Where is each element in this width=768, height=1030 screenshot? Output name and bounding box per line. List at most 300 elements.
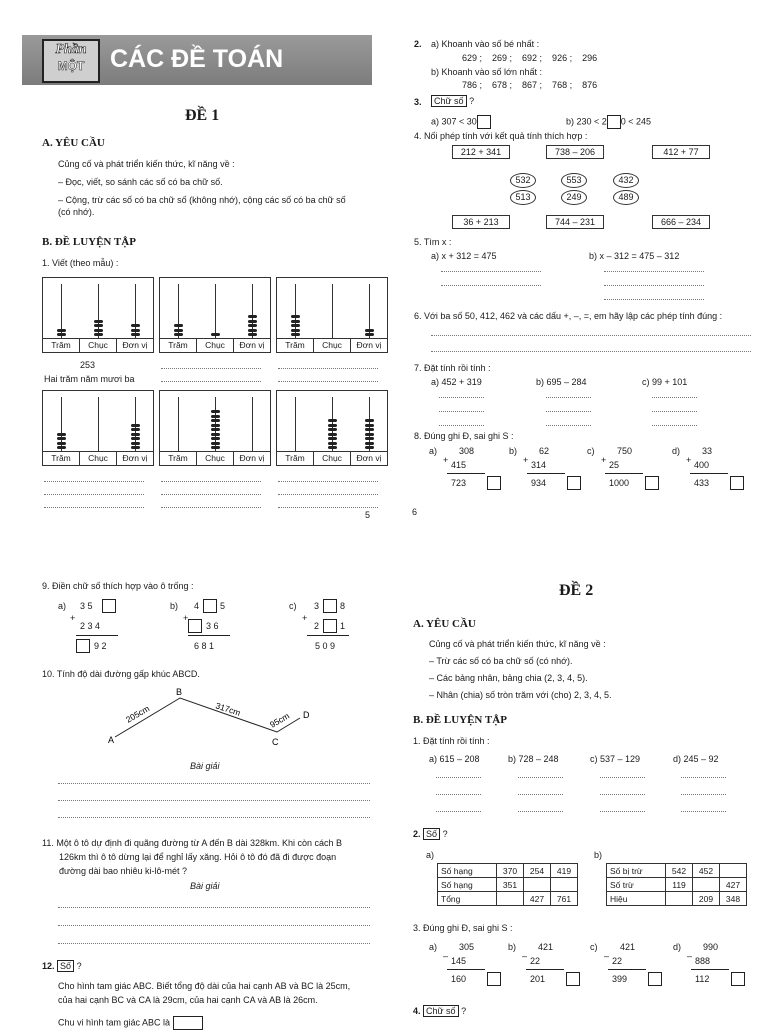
result-oval[interactable]: 513 [510,190,536,205]
abacus-rod [252,397,253,452]
sum-line [188,635,230,636]
answer-box[interactable] [76,639,90,653]
solution-heading: Bài giải [190,881,220,891]
table-subtraction [606,863,747,906]
abacus-bead [131,324,140,327]
question-4-number: 4. [413,1006,421,1016]
abacus-column-label: Đơn vị [356,340,382,350]
answer-line[interactable] [681,794,726,795]
answer-line[interactable] [436,794,481,795]
result-oval[interactable]: 489 [613,190,639,205]
answer-line[interactable] [681,811,726,812]
abacus-bead [328,433,337,436]
question-1-item: c) 537 – 129 [590,754,641,764]
sample-words: Hai trăm năm mươi ba [44,374,135,384]
result-line [527,473,565,474]
bottom-number: 22 [530,956,541,966]
answer-box[interactable] [607,115,621,129]
abacus-bead [131,442,140,445]
abacus [276,277,388,353]
result-number: 1000 [609,478,630,488]
abacus-column-label: Chục [80,452,117,465]
question-11-line: đường dài bao nhiêu ki-lô-mét ? [59,866,187,876]
top-number: 421 [620,942,636,952]
abacus-column-label: Chục [197,339,234,352]
vertical-calculation [673,942,743,994]
banner-tag [42,39,100,83]
abacus-bead [211,424,220,427]
answer-line[interactable] [58,943,370,944]
abacus-column-label: Đơn vị [122,340,148,350]
table-cell: 348 [720,892,747,906]
true-false-box[interactable] [487,476,501,490]
page-title: ĐỀ 1 [185,107,220,124]
row-1-digit: 3 [314,601,320,611]
abacus-bead [328,437,337,440]
question-4: 4. Nối phép tính với kết quả tính thích hợp : [414,131,588,141]
result-number: 433 [694,478,710,488]
answer-line[interactable] [278,368,378,369]
item-label: c) [587,446,595,456]
abacus-bead [365,446,374,449]
expression-box[interactable]: 412 + 77 [652,145,710,159]
abacus-labels [160,451,270,465]
question-9b [170,599,240,659]
result-oval[interactable]: 432 [613,173,639,188]
page-number: 6 [412,507,418,517]
table-cell: 452 [693,864,720,878]
question-12 [42,960,82,972]
abacus-column-label: Chục [80,339,117,352]
abacus-column-label: Trăm [160,339,197,352]
bottom-number: 888 [695,956,711,966]
abacus-bead [328,446,337,449]
row-3: 6 8 1 [194,641,215,651]
abacus [276,390,388,466]
abacus-bead [248,315,257,318]
answer-box[interactable] [323,619,337,633]
section-a-line: – Các bảng nhân, bảng chia (2, 3, 4, 5). [429,673,588,683]
true-false-box[interactable] [730,476,744,490]
row-3: 5 0 9 [315,641,336,651]
abacus [42,277,154,353]
answer-line[interactable] [518,811,563,812]
answer-line[interactable] [518,777,563,778]
result-line [690,473,728,474]
expression-box[interactable]: 212 + 341 [452,145,510,159]
answer-line[interactable] [439,411,484,412]
abacus-bead [57,329,66,332]
answer-line[interactable] [161,381,261,382]
abacus-bead [131,437,140,440]
abacus-rod [178,397,179,452]
abacus-column-label: Trăm [160,452,197,465]
abacus-bead [57,442,66,445]
abacus-bead [248,320,257,323]
banner-tag-bottom: MỘT [57,59,85,73]
question-1-item: b) 728 – 248 [508,754,559,764]
bottom-number: 25 [609,460,620,470]
section-b-heading: B. ĐỀ LUYỆN TẬP [413,714,507,726]
item-label: b) [509,446,518,456]
question-3a-text: a) 307 < 30 [431,116,477,127]
table-cell: 427 [720,878,747,892]
abacus-bead [211,415,220,418]
table-row [607,878,747,892]
abacus-bead [57,333,66,336]
top-number: 62 [539,446,550,456]
answer-line[interactable] [681,777,726,778]
abacus-bead [365,333,374,336]
answer-line[interactable] [652,411,697,412]
abacus-bead [211,437,220,440]
table-cell: 370 [497,864,524,878]
result-number: 399 [612,974,628,984]
answer-line[interactable] [278,381,378,382]
operator-sign: – [687,951,693,961]
banner-title: CÁC ĐỀ TOÁN [110,45,284,73]
result-line [608,969,646,970]
bottom-number: 415 [451,460,467,470]
result-oval[interactable]: 249 [561,190,587,205]
abacus-bead [174,324,183,327]
result-line [447,473,485,474]
abacus-bead [365,428,374,431]
expression-box[interactable]: 666 – 234 [652,215,710,229]
abacus-bead [211,419,220,422]
question-9: 9. Điền chữ số thích hợp vào ô trống : [42,581,194,591]
table-row [438,878,578,892]
question-10: 10. Tính độ dài đường gấp khúc ABCD. [42,669,200,679]
page-5 [0,0,384,530]
answer-line[interactable] [441,271,541,272]
result-line [447,969,485,970]
row-header-cell: Số bị trừ [607,864,666,878]
answer-line[interactable] [604,285,704,286]
result-oval[interactable]: 553 [561,173,587,188]
banner [22,35,372,85]
answer-line[interactable] [44,494,144,495]
item-label: d) [672,446,681,456]
abacus-bead [131,446,140,449]
section-a-heading: A. YÊU CẦU [42,137,105,149]
answer-box[interactable] [188,619,202,633]
operator-sign: – [443,951,449,961]
question-11-line: 126km thì ô tô dừng lại để nghỉ lấy xăng. Hỏi ô tô đó đã đi được đoạn [59,852,337,862]
answer-line[interactable] [44,507,144,508]
expression-box[interactable]: 744 – 231 [546,215,604,229]
answer-line[interactable] [431,351,751,352]
sum-line [76,635,118,636]
result-number: 723 [451,478,467,488]
question-12-answer-prompt: Chu vi hình tam giác ABC là [58,1017,171,1028]
abacus [159,277,271,353]
result-oval[interactable]: 532 [510,173,536,188]
page-8 [384,530,768,1024]
question-9a [58,599,128,659]
answer-line[interactable] [436,811,481,812]
true-false-box[interactable] [567,476,581,490]
question-5b: b) x – 312 = 475 – 312 [589,251,680,261]
true-false-box[interactable] [731,972,745,986]
table-row [607,864,747,878]
table-addition [437,863,578,906]
label: c) [289,601,297,611]
question-3b-text: b) 230 < 2 [566,116,607,127]
plus-sign: + [70,613,76,623]
abacus-bead [131,433,140,436]
abacus-column-label: Trăm [43,452,80,465]
answer-box[interactable] [173,1016,203,1030]
answer-line[interactable] [652,425,697,426]
sum-line [307,635,349,636]
table-row [438,892,578,906]
abacus [159,390,271,466]
abacus-bead [94,329,103,332]
page-number: 5 [365,510,371,520]
expression-box[interactable]: 36 + 213 [452,215,510,229]
page-title: ĐỀ 2 [559,582,594,599]
top-number: 990 [703,942,719,952]
answer-line[interactable] [600,777,645,778]
answer-line[interactable] [431,335,751,336]
question-1: 1. Viết (theo mẫu) : [42,258,119,268]
question-3: 3. Đúng ghi Đ, sai ghi S : [413,923,513,933]
abacus-bead [94,320,103,323]
result-line [526,969,564,970]
question-mark: ? [469,96,475,106]
section-a-line: (có nhớ). [58,207,95,217]
bottom-number: 145 [451,956,467,966]
abacus-rod [98,397,99,452]
abacus-bead [131,424,140,427]
vertical-calculation [509,446,579,498]
table-cell[interactable] [524,878,551,892]
abacus-rod [215,284,216,339]
abacus-column-label: Chục [314,339,351,352]
true-false-box[interactable] [648,972,662,986]
abacus-bead [131,333,140,336]
abacus-bead [94,333,103,336]
answer-line[interactable] [439,425,484,426]
solution-heading: Bài giải [190,761,220,771]
abacus-labels [43,451,153,465]
question-3a [431,115,491,129]
answer-type-box: Số [57,960,74,972]
question-2 [413,828,448,840]
abacus-bead [365,424,374,427]
true-false-box[interactable] [487,972,501,986]
vertical-calculation [672,446,742,498]
question-3b-text-end: 0 < 245 [620,116,652,127]
abacus-bead [291,324,300,327]
table-cell: 427 [524,892,551,906]
abacus-bead [94,324,103,327]
question-2b-numbers: 786 ; 678 ; 867 ; 768 ; 876 [462,80,598,90]
question-1-item: a) 615 – 208 [429,754,480,764]
abacus-labels [160,338,270,352]
question-2-number: 2. [413,829,421,839]
answer-line[interactable] [546,397,591,398]
table-cell: 761 [551,892,578,906]
operator-sign: + [601,455,607,465]
abacus-bead [328,442,337,445]
abacus-bead [57,437,66,440]
section-a-line: – Nhân (chia) số tròn trăm với (cho) 2, 3, 4, 5. [429,690,612,700]
question-mark: ? [442,829,448,839]
question-2-number: 2. [414,39,422,49]
answer-type-box: Chữ số [431,95,467,107]
question-1-item: d) 245 – 92 [673,754,719,764]
question-12-line: của hai cạnh BC và CA là 29cm, của hai cạnh CA và AB là 26cm. [58,995,318,1005]
top-number: 750 [617,446,633,456]
segment-label-ab: 205cm [124,703,152,725]
answer-type-box: Chữ số [423,1005,459,1017]
bottom-number: 314 [531,460,547,470]
table-row [607,892,747,906]
abacus-bead [57,446,66,449]
row-2-digit: 1 [340,621,346,631]
abacus-bead [211,446,220,449]
row-header-cell: Số trừ [607,878,666,892]
operator-sign: + [523,455,529,465]
question-2a-numbers: 629 ; 269 ; 692 ; 926 ; 296 [462,53,598,63]
result-number: 934 [531,478,547,488]
point-label-d: D [303,710,310,720]
table-cell[interactable] [666,892,693,906]
abacus-bead [211,410,220,413]
answer-line[interactable] [278,481,378,482]
answer-line[interactable] [278,494,378,495]
plus-sign: + [302,613,308,623]
abacus [42,390,154,466]
true-false-box[interactable] [566,972,580,986]
answer-box[interactable] [203,599,217,613]
table-cell: 209 [693,892,720,906]
abacus-bead [365,433,374,436]
abacus-column-label: Trăm [277,452,314,465]
abacus-bead [131,329,140,332]
abacus-bead [328,428,337,431]
banner-tag-top: Phần [55,42,87,57]
sample-number: 253 [80,360,96,370]
answer-line[interactable] [652,397,697,398]
answer-line[interactable] [600,811,645,812]
section-b-heading: B. ĐỀ LUYỆN TẬP [42,236,136,248]
question-12-line: Cho hình tam giác ABC. Biết tổng độ dài của hai cạnh AB và BC là 25cm, [58,981,351,991]
row-2: 3 6 [206,621,219,631]
abacus-column-label: Đơn vị [356,453,382,463]
answer-line[interactable] [278,507,378,508]
answer-line[interactable] [58,925,370,926]
answer-line[interactable] [441,285,541,286]
answer-line[interactable] [546,425,591,426]
table-a-label: a) [426,850,435,860]
abacus-bead [365,329,374,332]
answer-box[interactable] [102,599,116,613]
answer-line[interactable] [518,794,563,795]
answer-line[interactable] [161,481,261,482]
answer-line[interactable] [58,783,370,784]
table-cell: 119 [666,878,693,892]
section-a-line: – Trừ các số có ba chữ số (có nhớ). [429,656,573,666]
abacus-column-label: Đơn vị [239,453,265,463]
abacus-bead [365,437,374,440]
item-label: a) [429,446,438,456]
answer-box[interactable] [477,115,491,129]
question-3b [566,115,651,129]
answer-line[interactable] [44,481,144,482]
answer-line[interactable] [161,494,261,495]
answer-box[interactable] [323,599,337,613]
bottom-number: 22 [612,956,623,966]
abacus-bead [248,324,257,327]
answer-line[interactable] [58,907,370,908]
expression-box[interactable]: 738 – 206 [546,145,604,159]
answer-line[interactable] [604,299,704,300]
plus-sign: + [183,613,189,623]
question-2a: a) Khoanh vào số bé nhất : [431,39,540,49]
row-1: 3 5 [80,601,93,611]
segment-label-bc: 317cm [214,700,242,718]
abacus-bead [211,333,220,336]
table-cell[interactable] [497,892,524,906]
question-6: 6. Với ba số 50, 412, 462 và các dấu +, –, =, em hãy lập các phép tính đúng : [414,311,723,321]
result-line [605,473,643,474]
question-9c [289,599,359,659]
answer-line[interactable] [600,794,645,795]
item-label: c) [590,942,598,952]
abacus-bead [328,419,337,422]
table-cell[interactable] [693,878,720,892]
answer-line[interactable] [58,800,370,801]
row-1-digit: 8 [340,601,346,611]
question-7: 7. Đặt tính rồi tính : [414,363,491,373]
question-1: 1. Đặt tính rồi tính : [413,736,490,746]
point-label-a: A [108,735,115,745]
abacus-column-label: Trăm [43,339,80,352]
vertical-calculation [587,446,657,498]
abacus-bead [211,433,220,436]
vertical-calculation [590,942,660,994]
answer-line[interactable] [161,368,261,369]
abacus-bead [248,329,257,332]
row-1-digit: 5 [220,601,226,611]
item-label: b) [508,942,517,952]
abacus-bead [291,329,300,332]
answer-line[interactable] [436,777,481,778]
table-cell: 419 [551,864,578,878]
table-cell[interactable] [720,864,747,878]
vertical-calculation [429,446,499,498]
table-cell[interactable] [551,878,578,892]
answer-line[interactable] [546,411,591,412]
row-1-digit: 4 [194,601,200,611]
top-number: 33 [702,446,713,456]
abacus-column-label: Trăm [277,339,314,352]
answer-line[interactable] [439,397,484,398]
question-mark: ? [461,1006,467,1016]
true-false-box[interactable] [645,476,659,490]
abacus-bead [248,333,257,336]
abacus-bead [211,442,220,445]
answer-line[interactable] [604,271,704,272]
result-number: 112 [695,974,710,984]
row-header-cell: Tổng [438,892,497,906]
answer-line[interactable] [58,817,370,818]
abacus-bead [174,333,183,336]
answer-line[interactable] [161,507,261,508]
